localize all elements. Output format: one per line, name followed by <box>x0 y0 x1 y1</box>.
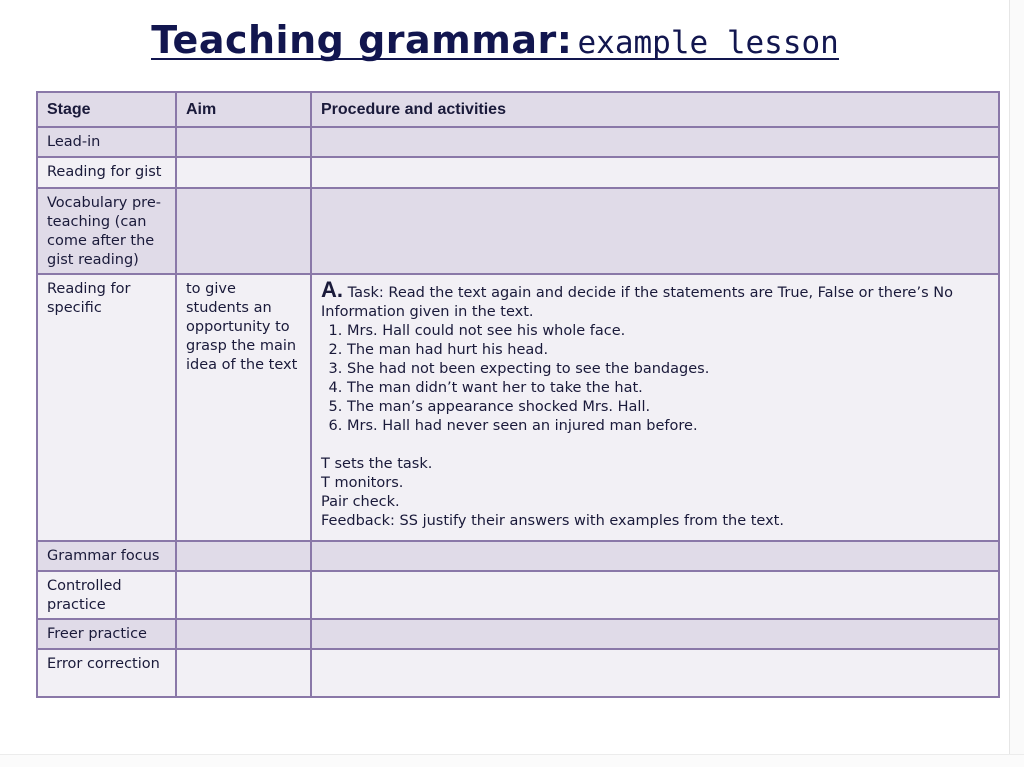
title-normal: example lesson <box>577 25 839 61</box>
slide-bottom-edge <box>0 754 1024 767</box>
task-instruction: Task: Read the text again and decide if the statements are True, False or there’s No Information given in the text. <box>321 285 953 320</box>
stage-cell: Grammar focus <box>37 541 176 571</box>
list-item: 3. She had not been expecting to see the bandages. <box>347 360 989 379</box>
list-item: 6. Mrs. Hall had never seen an injured man before. <box>347 417 989 436</box>
procedure-step: Pair check. <box>321 494 400 510</box>
procedure-cell <box>311 541 999 571</box>
table-row <box>37 274 999 541</box>
list-item: 5. The man’s appearance shocked Mrs. Hall. <box>347 398 989 417</box>
table-row <box>37 649 999 697</box>
table-row <box>37 188 999 274</box>
procedure-cell <box>311 274 999 541</box>
procedure-cell <box>311 571 999 619</box>
procedure-step: T monitors. <box>321 475 404 491</box>
stage-cell: Reading for specific <box>37 274 176 541</box>
procedure-step: Feedback: SS justify their answers with examples from the text. <box>321 513 784 529</box>
slide-edge <box>1009 0 1024 767</box>
aim-cell <box>176 188 311 274</box>
header-stage: Stage <box>37 92 176 127</box>
stage-cell: Controlled practice <box>37 571 176 619</box>
aim-cell <box>176 619 311 649</box>
stage-cell: Error correction <box>37 649 176 697</box>
lesson-plan-table <box>36 91 1000 698</box>
table-row <box>37 619 999 649</box>
aim-cell: to give students an opportunity to grasp the main idea of the text <box>176 274 311 541</box>
aim-cell <box>176 571 311 619</box>
stage-cell: Lead-in <box>37 127 176 157</box>
aim-cell <box>176 127 311 157</box>
table-row <box>37 571 999 619</box>
table-header-row <box>37 92 999 127</box>
procedure-cell <box>311 649 999 697</box>
list-item: 4. The man didn’t want her to take the hat. <box>347 379 989 398</box>
aim-cell <box>176 541 311 571</box>
title-bold: Teaching grammar: <box>151 18 573 62</box>
procedure-cell <box>311 619 999 649</box>
procedure-cell <box>311 188 999 274</box>
aim-cell <box>176 157 311 188</box>
table-row <box>37 157 999 188</box>
list-item: 2. The man had hurt his head. <box>347 341 989 360</box>
aim-cell <box>176 649 311 697</box>
stage-cell: Reading for gist <box>37 157 176 188</box>
spacer <box>321 436 989 455</box>
stage-cell: Freer practice <box>37 619 176 649</box>
task-label: A. <box>321 277 343 302</box>
header-aim: Aim <box>176 92 311 127</box>
table-row <box>37 127 999 157</box>
page-title <box>0 18 990 62</box>
procedure-cell <box>311 157 999 188</box>
header-procedure: Procedure and activities <box>311 92 999 127</box>
statement-list <box>321 322 989 436</box>
stage-cell: Vocabulary pre-teaching (can come after the gist reading) <box>37 188 176 274</box>
task-block <box>321 277 989 322</box>
list-item: 1. Mrs. Hall could not see his whole face. <box>347 322 989 341</box>
procedure-cell <box>311 127 999 157</box>
procedure-step: T sets the task. <box>321 456 433 472</box>
table-row <box>37 541 999 571</box>
